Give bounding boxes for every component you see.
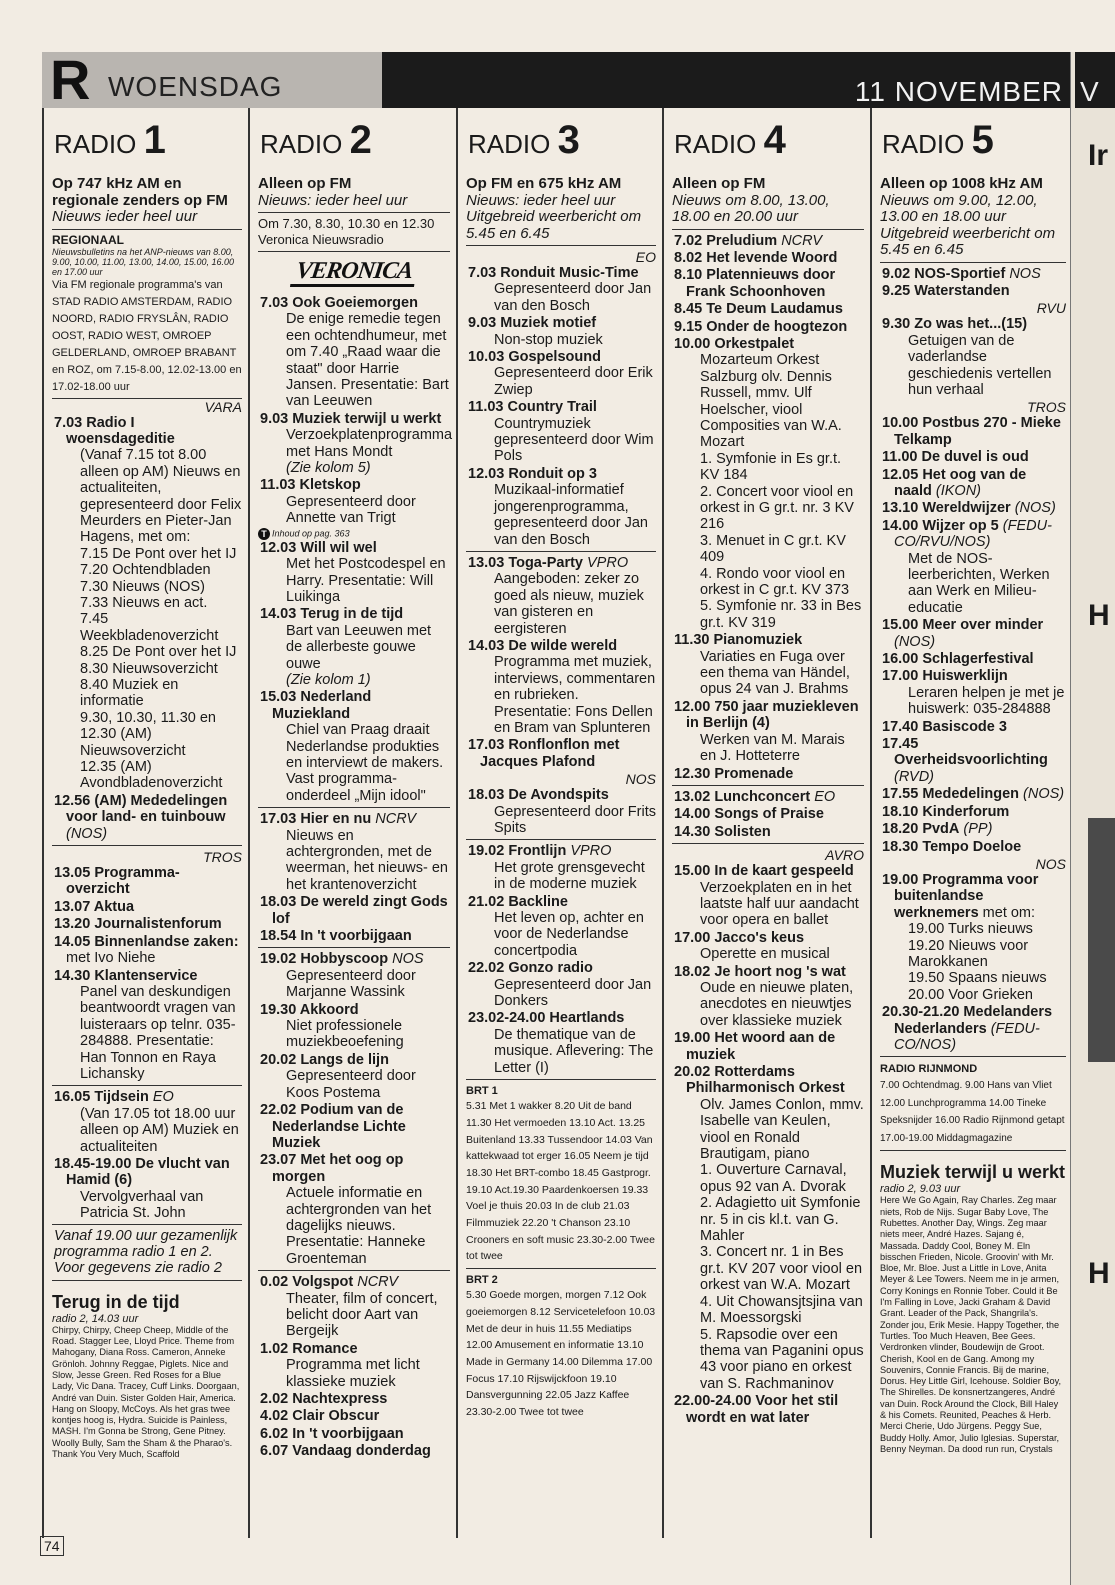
program: 9.25 Waterstanden (882, 282, 1010, 299)
program: 17.03 Ronflonflon met Jacques Plafond (468, 737, 620, 770)
feature-box-title: Muziek terwijl u werkt (880, 1162, 1066, 1183)
program: 20.02 Rotterdams Philharmonisch Orkest Olv. James Conlon, mmv. Isabelle van Keulen, viool en Ronald Brautigam, piano 1. Ouverture Carnaval, opus 92 van A. Dvorak 2. Adagietto uit Symfonie nr. 5 in cis kl.t. van G. Mahler 3. Concert nr. 1 in Bes gr.t. KV 207 voor viool en orkest van W.A. Mozart 4. Uit Chowansjtsjina van M. Moessorgski 5. Rapsodie over een thema van Paganini opus 43 voor piano en orkest van S. Rachmaninov (674, 1064, 864, 1392)
brt2-schedule: 5.30 Goede morgen, morgen 7.12 Ook goeiemorgen 8.12 Servicetelefoon 10.03 Met de deur in huis 11.55 Mediatips 12.00 Amusement en informatie 13.10 Made in Germany 14.00 Dilemma 17.00 Focus 17.10 Rijswijckfoon 19.10 Dansvergunning 22.05 Jazz Kaffee 23.30-2.00 Twee tot twee (466, 1289, 656, 1419)
program: 7.03 Ook Goeiemorgen De enige remedie tegen een ochtendhumeur, met om 7.40 „Raad waar die staat" door Harrie Jansen. Presentatie: Bart van Leeuwen (260, 295, 449, 410)
program: 12.00 750 jaar muziekleven in Berlijn (4) Werken van M. Marais en J. Hotteterre (674, 698, 859, 765)
feature-box-playlist: Chirpy, Chirpy, Cheep Cheep, Middle of the Road. Stagger Lee, Lloyd Price. Theme from Mahogany, Diana Ross. Cameron, Anneke Grönloh. Johnny Reggae, Piglets. Nice and Slow, Jesse Green. Red Roses for a Blue Lady, Vic Dana. Tracey, Cuff Links. Doorgaan, André van Duin. Sister Golden Hair, America. Hang on Sloopy, McCoys. Als het gras twee kontjes hoog is, Hydra. Suicide is Painless, MASH. I'm Gonna be Strong, Gene Pitney. Woolly Bully, Sam the Sham & the Pharao's. Thank You Very Much, Scaffold (52, 1324, 240, 1460)
program: 17.45 Overheidsvoorlichting (RVD) (882, 736, 1048, 785)
program: 17.03 Hier en nu NCRV Nieuws en achtergronden, met de weerman, het nieuws- en het krantenoverzicht (260, 811, 448, 893)
program: 0.02 Volgspot NCRV Theater, film of concert, belicht door Aart van Bergeijk (260, 1274, 438, 1340)
program: 17.00 Jacco's keus Operette en musical (674, 929, 830, 963)
program: 12.56 (AM) Mededelingen voor land- en tuinbouw (NOS) (54, 792, 228, 842)
next-page-photo (1088, 818, 1115, 1062)
feature-box-playlist: Here We Go Again, Ray Charles. Zeg maar niets, Rob de Nijs. Sugar Baby Love, The Rubettes. Another Day, Wings. Zeg maar niets meer, André Hazes. Sajang é, Massada. Daddy Cool, Boney M. Eln bisschen Frieden, Nicole. Groovin' with Mr. Bloe, Mr. Bloe. Just a Little in Love, Anita Meyer & Lee Towers. Neem me in je armen, Corry Konings en Ronnie Tober. Could it Be I'm Falling in Love, Jacki Graham & David Grant. Leader of the Pack, Shangrila's. Zonder jou, Erik Mesie. Happy Together, the Turtles. Too Much Heaven, Bee Gees. Verdronken vlinder, Boudewijn de Groot. Cherish, Kool en de Gang. Among my Souvenirs, Connie Francis. Bij de marine, Dorus. Hey Little Girl, Icehouse. Soldier Boy, The Shirelles. De konsnertzangeres, André van Duin. Rock Around the Clock, Bill Haley & his Comets. Reunited, Peaches & Herb. Merci Cherie, Udo Jürgens. Peggy Sue, Buddy Holly. Amor, Julio Iglesias. Superstar, Benny Neyman. Da dood run run, Crystals (880, 1195, 1062, 1454)
program: 13.20 Journalistenforum (54, 916, 222, 933)
program: 19.00 Programma voor buitenlandse werknemers met om: 19.00 Turks nieuws 19.20 Nieuws voor Marokkanen 19.50 Spaans nieuws 20.00 Voor Grieken (882, 871, 1047, 1003)
program: 14.00 Songs of Praise (674, 806, 824, 823)
program: 22.02 Podium van de Nederlandse Lichte Muziek (260, 1102, 406, 1151)
section-letter: R (50, 48, 91, 111)
rijnmond-schedule: 7.00 Ochtendmag. 9.00 Hans van Vliet 12.00 Lunchprogramma 14.00 Tineke Speksnijder 16.00 Radio Rijnmond getapt 17.00-19.00 Middagmagazine (880, 1077, 1066, 1151)
radio-1-title: RADIO 1 (54, 118, 166, 162)
program: 9.15 Onder de hoogtezon (674, 318, 848, 335)
rijnmond-title: RADIO RIJNMOND (880, 1063, 978, 1076)
program: 14.03 Terug in de tijd Bart van Leeuwen met de allerbeste gouwe ouwe (Zie kolom 1) (260, 606, 432, 688)
program: 10.00 Postbus 270 - Mieke Telkamp (882, 415, 1061, 448)
next-page-heading: Ir (1088, 139, 1109, 172)
program: 21.02 Backline Het leven op, achter en voor de Nederlandse concertpodia (468, 893, 644, 959)
program: 13.03 Toga-Party VPRO Aangeboden: zeker zo goed als nieuw, muziek van gisteren en eergisteren (468, 554, 644, 637)
program: 9.30 Zo was het...(15) Getuigen van de vaderlandse geschiedenis vertellen hun verhaal (882, 316, 1052, 398)
program: 10.00 Orkestpalet Mozarteum Orkest Salzburg olv. Dennis Russell, mmv. Ulf Hoelscher, viool Composities van W.A. Mozart 1. Symfonie in Es gr.t. KV 184 2. Concert voor viool en orkest in G gr.t. nr. 3 KV 216 3. Menuet in C gr.t. KV 409 4. Rondo voor viool en orkest in C gr.t. KV 373 5. Symfonie nr. 33 in Bes gr.t. KV 319 (674, 335, 862, 631)
brt1-title: BRT 1 (466, 1085, 498, 1098)
program: 7.03 Ronduit Music-Time Gepresenteerd door Jan van den Bosch (468, 265, 652, 314)
radio-1-column (44, 108, 250, 1538)
program: 17.00 Huiswerklijn Leraren helpen je met je huiswerk: 035-284888 (882, 668, 1065, 718)
program: 4.02 Clair Obscur (260, 1408, 380, 1425)
program: 18.20 PvdA (PP) (882, 821, 993, 838)
feature-box-subtitle: radio 2, 9.03 uur (880, 1183, 961, 1196)
program: 20.30-21.20 Medelanders Nederlanders (FEDU-CO/NOS) (882, 1004, 1053, 1053)
program: 18.54 In 't voorbijgaan (260, 928, 412, 945)
divider (466, 839, 656, 840)
radio-5-column (872, 108, 1072, 1538)
feature-box-subtitle: radio 2, 14.03 uur (52, 1312, 139, 1325)
program: 8.45 Te Deum Laudamus (674, 301, 843, 318)
divider (466, 1268, 656, 1269)
divider (672, 843, 864, 844)
radio-5-title: RADIO 5 (882, 118, 994, 162)
program: 9.03 Muziek terwijl u werkt Verzoekplatenprogramma met Hans Mondt (Zie kolom 5) (260, 410, 453, 477)
program: 11.00 De duvel is oud (882, 449, 1029, 466)
radio-3-title: RADIO 3 (468, 118, 580, 162)
program: 18.30 Tempo Doeloe (882, 838, 1022, 855)
program: 8.10 Platennieuws door Frank Schoonhoven (674, 267, 836, 300)
veronica-logo: VERONICA (258, 258, 450, 287)
program: 16.00 Schlagerfestival (882, 651, 1034, 668)
program: 16.05 Tijdsein EO (Van 17.05 tot 18.00 uur alleen op AM) Muziek en actualiteiten (54, 1089, 239, 1155)
broadcaster: VARA (204, 398, 242, 415)
program: 22.00-24.00 Voor het stil wordt en wat later (674, 1393, 839, 1426)
program: 12.03 Ronduit op 3 Muzikaal-informatief jongerenprogramma, gepresenteerd door Jan van den Bosch (468, 465, 648, 548)
radio-3-column (458, 108, 664, 1538)
brt2-title: BRT 2 (466, 1274, 498, 1287)
program: 13.05 Programma-overzicht (54, 865, 180, 898)
program: 12.05 Het oog van de naald (IKON) (882, 466, 1027, 499)
program: 13.07 Aktua (54, 898, 135, 915)
divider (52, 1085, 242, 1086)
divider (466, 1079, 656, 1080)
radio-4-title: RADIO 4 (674, 118, 786, 162)
program: 13.10 Wereldwijzer (NOS) (882, 500, 1056, 517)
program: 14.30 Solisten (674, 823, 771, 840)
program: 14.03 De wilde wereld Programma met muziek, interviews, commentaren en rubrieken. Presentatie: Fons Dellen en Bram van Splunteren (468, 637, 656, 736)
program: 11.30 Pianomuziek Variaties en Fuga over een thema van Händel, opus 24 van J. Brahms (674, 632, 850, 698)
program: 18.45-19.00 De vlucht van Hamid (6) Vervolgverhaal van Patricia St. John (54, 1155, 230, 1222)
next-page-heading: H (1088, 599, 1110, 632)
program: 14.30 Klantenservice Panel van deskundigen beantwoordt vragen van luisteraars op telnr. 035-284888. Presentatie: Han Tonnon en Raya Lichansky (54, 967, 236, 1082)
next-page-letter: V (1080, 76, 1099, 107)
program: 9.03 Muziek motief Non-stop muziek (468, 315, 603, 348)
broadcaster: TROS (203, 849, 242, 866)
program: 12.03 Will wil wel Met het Postcodespel en Harry. Presentatie: Will Luikinga (260, 539, 446, 605)
program: 20.02 Langs de lijn Gepresenteerd door Koos Postema (260, 1051, 416, 1101)
program: 12.30 Promenade (674, 765, 794, 782)
program: 6.07 Vandaag donderdag (260, 1443, 431, 1460)
veronica-note: Om 7.30, 8.30, 10.30 en 12.30 Veronica Nieuwsradio (258, 216, 450, 252)
divider (672, 785, 864, 786)
divider (880, 1056, 1066, 1057)
program: 19.30 Akkoord Niet professionele muziekbeoefening (260, 1001, 404, 1051)
program: 7.03 Radio I woensdageditie (Vanaf 7.15 tot 8.00 alleen op AM) Nieuws en actualiteiten, gepresenteerd door Felix Meurders en Pieter-Jan Hagens, met om: 7.15 De Pont over het IJ 7.20 Ochtendbladen 7.30 Nieuws (NOS) 7.33 Nieuws en act. 7.45 Weekbladenoverzicht 8.25 De Pont over het IJ 8.30 Nieuwsoverzicht 8.40 Muziek en informatie 9.30, 10.30, 11.30 en 12.30 (AM) Nieuwsoverzicht 12.35 (AM) Avondbladenoverzicht (54, 414, 242, 792)
program: 17.55 Mededelingen (NOS) (882, 786, 1065, 803)
radio-4-column (664, 108, 872, 1538)
program: 23.07 Met het oog op morgen Actuele informatie en achtergronden van het dagelijks nieuws. Presentatie: Hanneke Groenteman (260, 1152, 432, 1267)
divider (258, 947, 450, 948)
divider (52, 1280, 242, 1281)
program: 10.03 Gospelsound Gepresenteerd door Erik Zwiep (468, 349, 653, 398)
page-number: 74 (40, 1536, 64, 1556)
program: 15.00 In de kaart gespeeld Verzoekplaten en in het laatste half uur aandacht voor opera en ballet (674, 863, 859, 929)
broadcaster: NOS (625, 771, 656, 788)
broadcaster: NOS (1035, 855, 1066, 872)
divider (466, 551, 656, 552)
radio-4-intro: Alleen op FM Nieuws om 8.00, 13.00, 18.00 en 20.00 uur (672, 176, 864, 230)
program: 15.03 Nederland Muziekland Chiel van Praag draait Nederlandse produkties en interviewt de makers. Vast programma-onderdeel „Mijn idool" (260, 689, 444, 804)
program: 14.00 Wijzer op 5 (FEDU-CO/RVU/NOS) Met de NOS-leerberichten, Werken aan Werk en Milieu-educatie (882, 517, 1052, 616)
radio-5-intro: Alleen op 1008 kHz AM Nieuws om 9.00, 12.00, 13.00 en 18.00 uur Uitgebreid weerbericht om 5.45 en 6.45 (880, 176, 1066, 263)
program: 18.02 Je hoort nog 's wat Oude en nieuwe platen, anecdotes en nieuwtjes over klassieke muziek (674, 963, 854, 1029)
program: 23.02-24.00 Heartlands De thematique van de musique. Aflevering: The Letter (I) (468, 1010, 654, 1076)
radio-2-title: RADIO 2 (260, 118, 372, 162)
broadcaster: EO (635, 249, 656, 265)
joint-program-note: Vanaf 19.00 uur gezamenlijk programma radio 1 en 2. Voor gegevens zie radio 2 (52, 1224, 242, 1277)
radio-1-intro: Op 747 kHz AM en regionale zenders op FM Nieuws ieder heel uur (52, 176, 242, 230)
program: 14.05 Binnenlandse zaken: met Ivo Niehe (54, 933, 239, 967)
date-label: 11 NOVEMBER (854, 76, 1063, 107)
program: 2.02 Nachtexpress (260, 1391, 388, 1407)
radio-listings (42, 108, 1070, 1538)
program: 18.10 Kinderforum (882, 803, 1010, 820)
program: 13.02 Lunchconcert EO (674, 788, 836, 805)
program: 8.02 Het levende Woord (674, 249, 838, 266)
program: 17.40 Basiscode 3 (882, 718, 1007, 735)
day-label: WOENSDAG (108, 71, 283, 102)
program: 15.00 Meer over minder (NOS) (882, 617, 1044, 650)
program: 18.03 De wereld zingt Gods lof (260, 894, 448, 927)
broadcaster: TROS (1027, 399, 1066, 416)
brt1-schedule: 5.31 Met 1 wakker 8.20 Uit de band 11.30 Het vermoeden 13.10 Act. 13.25 Buitenland 13.33 Tussendoor 14.03 Van kattekwaad tot erger 16.05 Neem je tijd 18.30 Het BRT-combo 18.45 Gastprogr. 19.10 Act.19.30 Paardenkoersen 19.33 Voel je thuis 20.03 In de club 21.03 Filmmuziek 22.20 't Chanson 23.10 Crooners en soft music 23.30-2.00 Twee tot twee (466, 1100, 655, 1263)
regional-text: Via FM regionale programma's van STAD RADIO AMSTERDAM, RADIO NOORD, RADIO FRYSLÂN, RADIO OOST, RADIO WEST, OMROEP GELDERLAND, OMROEP BRABANT en ROZ, om 7.15-8.00, 12.02-13.00 en 17.02-18.00 uur (52, 277, 242, 399)
program: 22.02 Gonzo radio Gepresenteerd door Jan Donkers (468, 960, 652, 1010)
radio-2-column (250, 108, 458, 1538)
radio-2-intro: Alleen op FM Nieuws: ieder heel uur (258, 176, 450, 213)
divider (258, 1270, 450, 1271)
broadcaster: AVRO (825, 847, 864, 864)
program: 1.02 Romance Programma met licht klassieke muziek (260, 1340, 420, 1390)
t-badge-icon: T (258, 528, 270, 540)
program: 11.03 Country Trail Countrymuziek gepresenteerd door Wim Pols (468, 399, 654, 465)
divider (258, 807, 450, 808)
program: 9.02 NOS-Sportief NOS (882, 265, 1041, 282)
divider (52, 845, 242, 846)
content-reference: T Inhoud op pag. 363 (258, 528, 450, 540)
feature-box-title: Terug in de tijd (52, 1291, 180, 1312)
regional-note: Nieuwsbulletins na het ANP-nieuws van 8.00, 9.00, 10.00, 11.00, 13.00, 14.00, 15.00, 16.00 en 17.00 uur (52, 246, 234, 277)
radio-3-intro: Op FM en 675 kHz AM Nieuws: ieder heel uur Uitgebreid weerbericht om 5.45 en 6.45 (466, 176, 656, 246)
next-page-heading: H (1088, 1257, 1110, 1290)
regional-title: REGIONAAL (52, 232, 124, 247)
program: 19.02 Hobbyscoop NOS Gepresenteerd door Marjanne Wassink (260, 951, 424, 1001)
program: 11.03 Kletskop Gepresenteerd door Annette van Trigt (260, 477, 416, 527)
program: 7.02 Preludium NCRV (674, 232, 823, 249)
program: 6.02 In 't voorbijgaan (260, 1425, 404, 1442)
program: 18.03 De Avondspits Gepresenteerd door Frits Spits (468, 787, 656, 836)
program: 19.00 Het woord aan de muziek (674, 1030, 836, 1063)
program: 19.02 Frontlijn VPRO Het grote grensgevecht in de moderne muziek (468, 843, 645, 893)
broadcaster: RVU (1036, 300, 1066, 317)
